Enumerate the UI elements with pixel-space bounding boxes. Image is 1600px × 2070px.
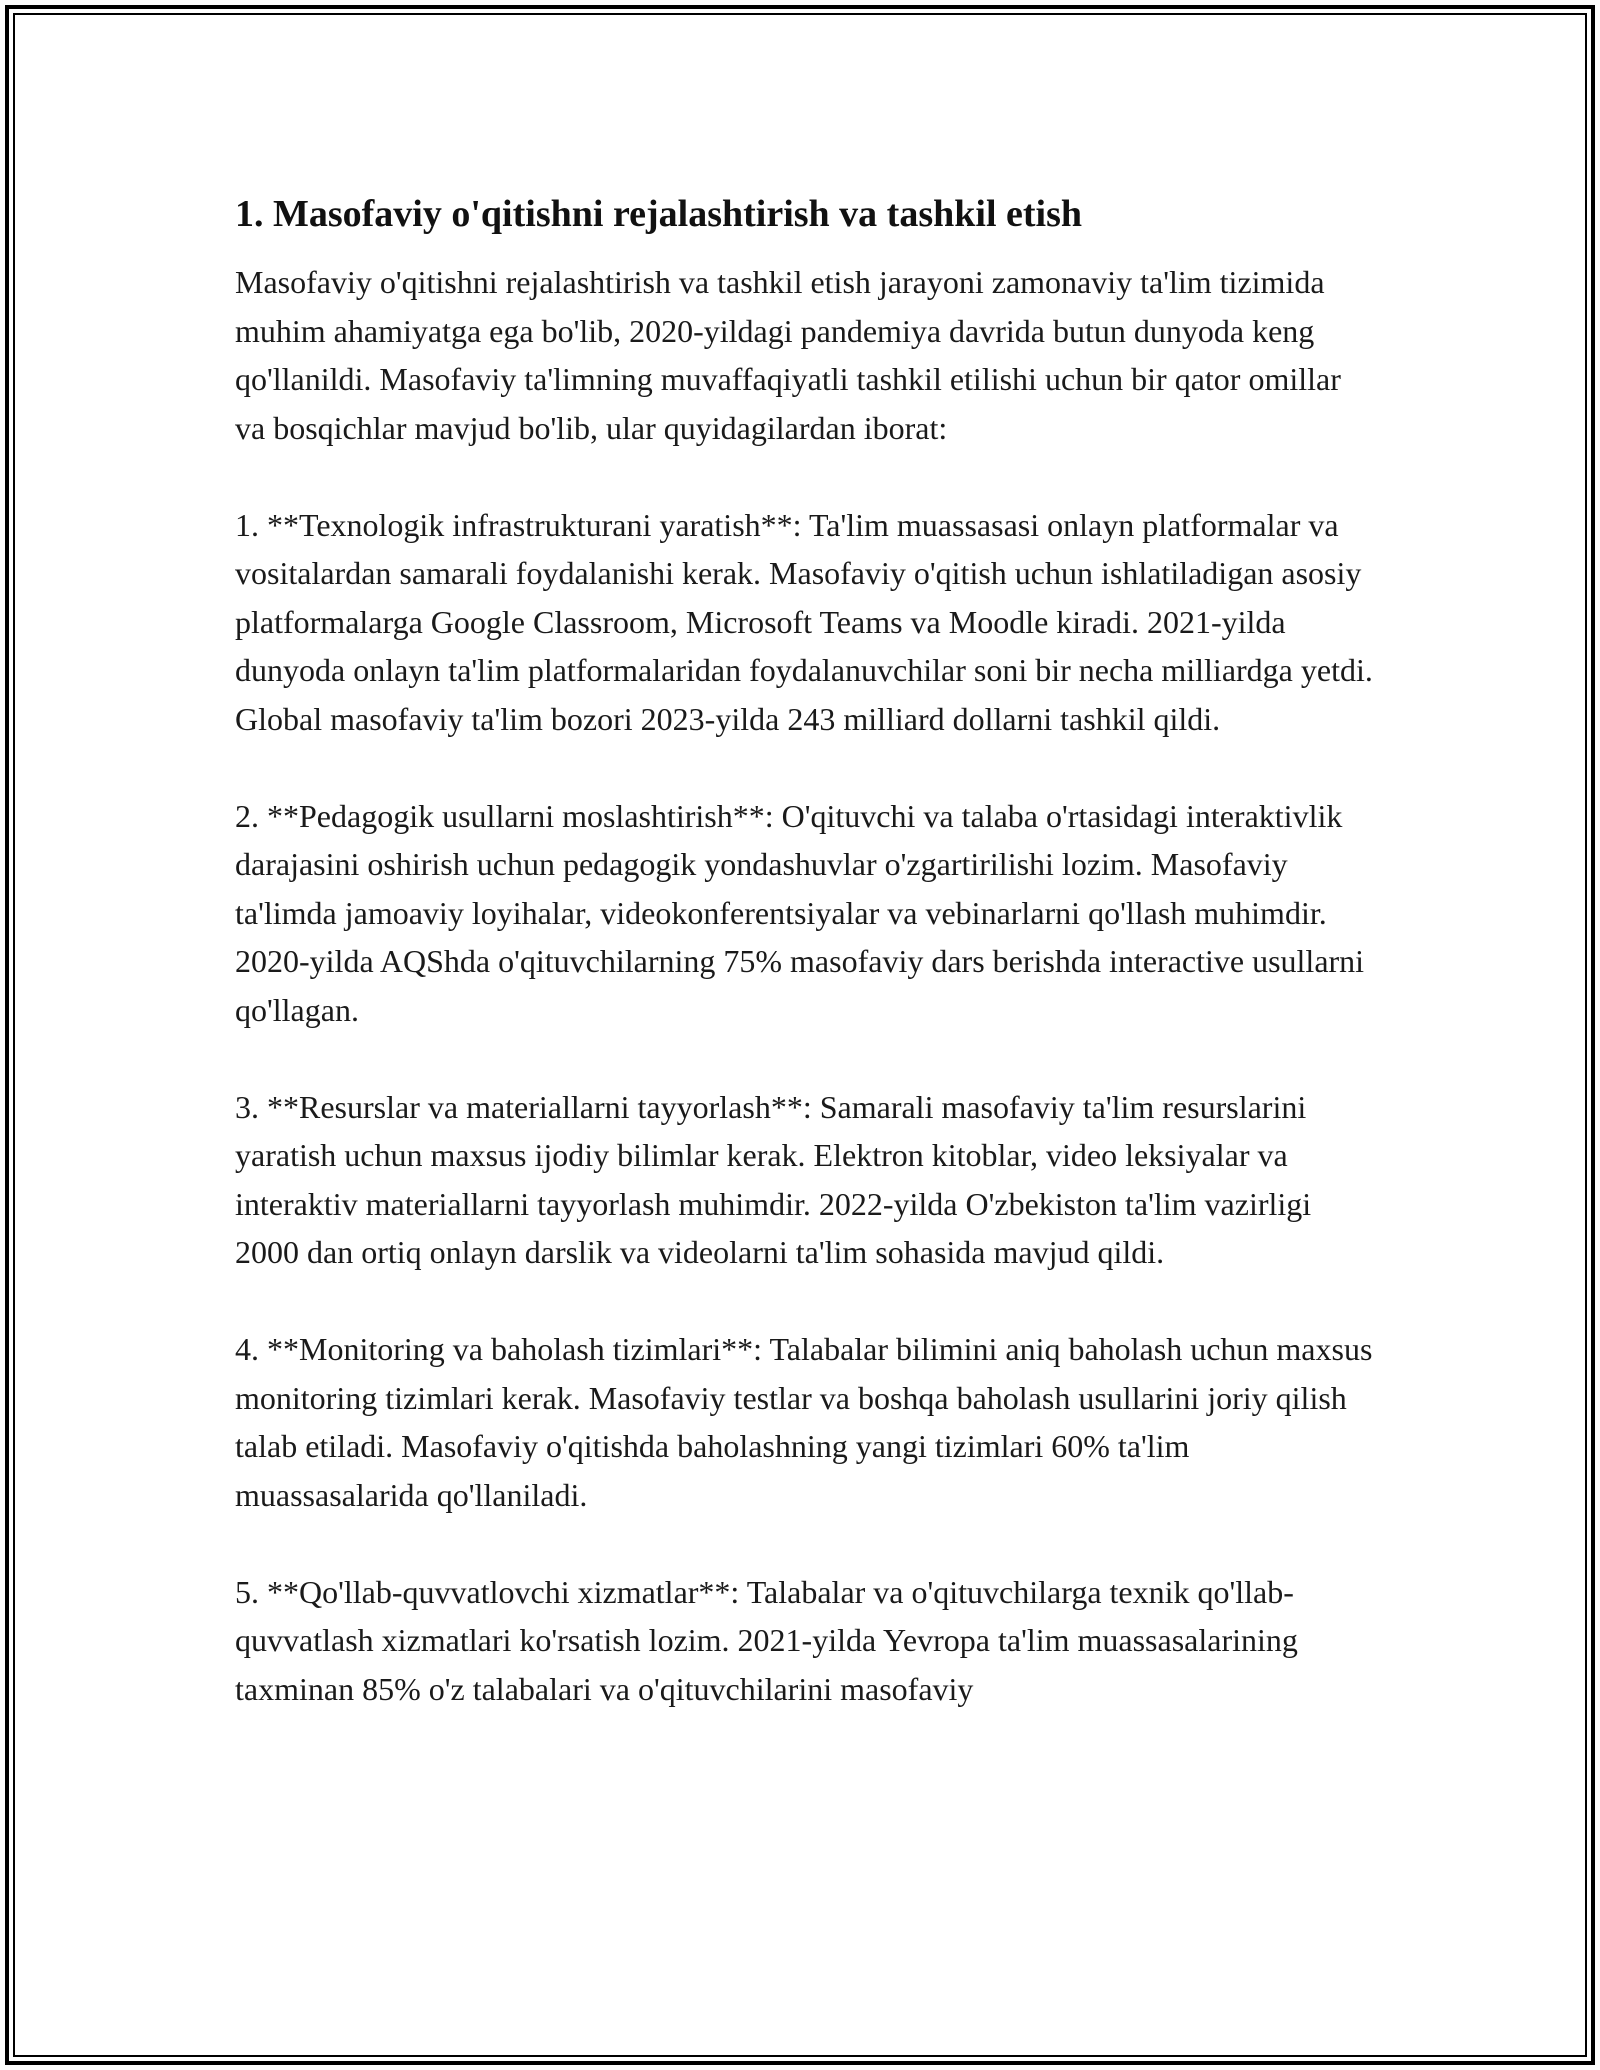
list-item-3: 3. **Resurslar va materiallarni tayyorlash**: Samarali masofaviy ta'lim resurslarini yaratish uchun maxsus ijodiy bilimlar kerak. Elektron kitoblar, video leksiyalar va interaktiv materiallarni tayyorlash muhimdir. 2022-yilda O'zbekiston ta'lim vazirligi 2000 dan ortiq onlayn darslik va videolarni ta'lim sohasida mavjud qildi. bbox=[235, 1088, 1312, 1270]
section-heading: 1. Masofaviy o'qitishni rejalashtirish va tashkil etish bbox=[235, 193, 1083, 235]
document-body bbox=[235, 188, 1375, 1713]
intro-paragraph: Masofaviy o'qitishni rejalashtirish va tashkil etish jarayoni zamonaviy ta'lim tizimida muhim ahamiyatga ega bo'lib, 2020-yildagi pandemiya davrida butun dunyoda keng qo'llanildi. Masofaviy ta'limning muvaffaqiyatli tashkil etilishi uchun bir qator omillar va bosqichlar mavjud bo'lib, ular quyidagilardan iborat: bbox=[235, 264, 1341, 446]
list-item-1: 1. **Texnologik infrastrukturani yaratish**: Ta'lim muassasasi onlayn platformalar va vositalardan samarali foydalanishi kerak. Masofaviy o'qitish uchun ishlatiladigan asosiy platformalarga Google Classroom, Microsoft Teams va Moodle kiradi. 2021-yilda dunyoda onlayn ta'lim platformalaridan foydalanuvchilar soni bir necha milliardga yetdi. Global masofaviy ta'lim bozori 2023-yilda 243 milliard dollarni tashkil qildi. bbox=[235, 506, 1373, 737]
list-item-4: 4. **Monitoring va baholash tizimlari**: Talabalar bilimini aniq baholash uchun maxsus monitoring tizimlari kerak. Masofaviy testlar va boshqa baholash usullarini joriy qilish talab etiladi. Masofaviy o'qitishda baholashning yangi tizimlari 60% ta'lim muassasalarida qo'llaniladi. bbox=[235, 1331, 1373, 1513]
list-item-2: 2. **Pedagogik usullarni moslashtirish**: O'qituvchi va talaba o'rtasidagi interaktivlik darajasini oshirish uchun pedagogik yondashuvlar o'zgartirilishi lozim. Masofaviy ta'limda jamoaviy loyihalar, videokonferentsiyalar va vebinarlarni qo'llash muhimdir. 2020-yilda AQShda o'qituvchilarning 75% masofaviy dars berishda interactive usullarni qo'llagan. bbox=[235, 797, 1365, 1028]
list-item-5: 5. **Qo'llab-quvvatlovchi xizmatlar**: Talabalar va o'qituvchilarga texnik qo'llab-quvvatlash xizmatlari ko'rsatish lozim. 2021-yilda Yevropa ta'lim muassasalarining taxminan 85% o'z talabalari va o'qituvchilarini masofaviy bbox=[235, 1573, 1298, 1707]
